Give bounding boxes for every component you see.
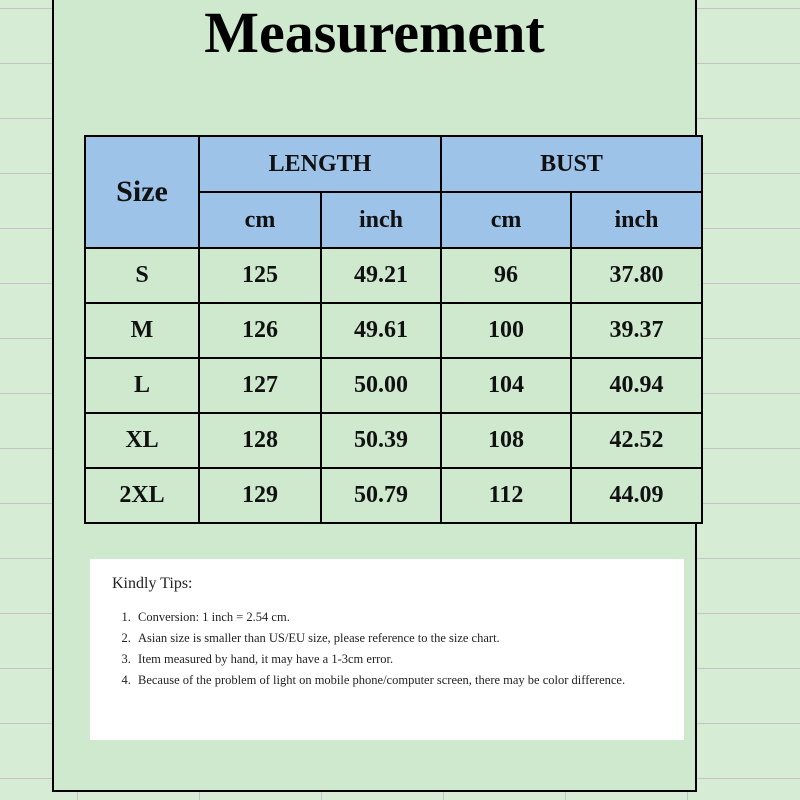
bust-group-header: BUST (441, 136, 702, 192)
table-row (85, 303, 702, 358)
length-cm-cell: 129 (199, 468, 321, 523)
length-inch-cell: 49.61 (321, 303, 441, 358)
length-inch-cell: 50.00 (321, 358, 441, 413)
bust-cm-cell: 112 (441, 468, 571, 523)
length-inch-cell: 49.21 (321, 248, 441, 303)
tips-list (112, 607, 634, 691)
table-row (85, 413, 702, 468)
page-title: Measurement (204, 0, 545, 65)
size-cell: L (85, 358, 199, 413)
bust-inch-cell: 39.37 (571, 303, 702, 358)
unit-header: cm (199, 192, 321, 248)
tips-title: Kindly Tips: (112, 575, 193, 592)
length-cm-cell: 127 (199, 358, 321, 413)
length-cm-cell: 126 (199, 303, 321, 358)
table-header-row (85, 136, 702, 192)
size-cell: XL (85, 413, 199, 468)
table-row (85, 358, 702, 413)
size-cell: M (85, 303, 199, 358)
tip-item: 3. Item measured by hand, it may have a 1-3cm error. (134, 649, 634, 670)
length-cm-cell: 125 (199, 248, 321, 303)
bust-cm-cell: 100 (441, 303, 571, 358)
unit-header: cm (441, 192, 571, 248)
tips-box (90, 559, 684, 740)
unit-header: inch (571, 192, 702, 248)
tip-item: 1. Conversion: 1 inch = 2.54 cm. (134, 607, 634, 628)
length-group-header: LENGTH (199, 136, 441, 192)
table-row (85, 248, 702, 303)
tip-item: 2. Asian size is smaller than US/EU size, please reference to the size chart. (134, 628, 634, 649)
bust-cm-cell: 108 (441, 413, 571, 468)
table-row (85, 468, 702, 523)
bust-inch-cell: 40.94 (571, 358, 702, 413)
bust-inch-cell: 37.80 (571, 248, 702, 303)
size-table (84, 135, 703, 524)
unit-header: inch (321, 192, 441, 248)
length-inch-cell: 50.39 (321, 413, 441, 468)
bust-inch-cell: 42.52 (571, 413, 702, 468)
bust-cm-cell: 96 (441, 248, 571, 303)
bust-inch-cell: 44.09 (571, 468, 702, 523)
length-cm-cell: 128 (199, 413, 321, 468)
size-column-header: Size (85, 136, 199, 248)
size-cell: S (85, 248, 199, 303)
size-chart-sheet (52, 0, 697, 792)
size-cell: 2XL (85, 468, 199, 523)
tip-item: 4. Because of the problem of light on mobile phone/computer screen, there may be color difference. (134, 670, 634, 691)
length-inch-cell: 50.79 (321, 468, 441, 523)
bust-cm-cell: 104 (441, 358, 571, 413)
